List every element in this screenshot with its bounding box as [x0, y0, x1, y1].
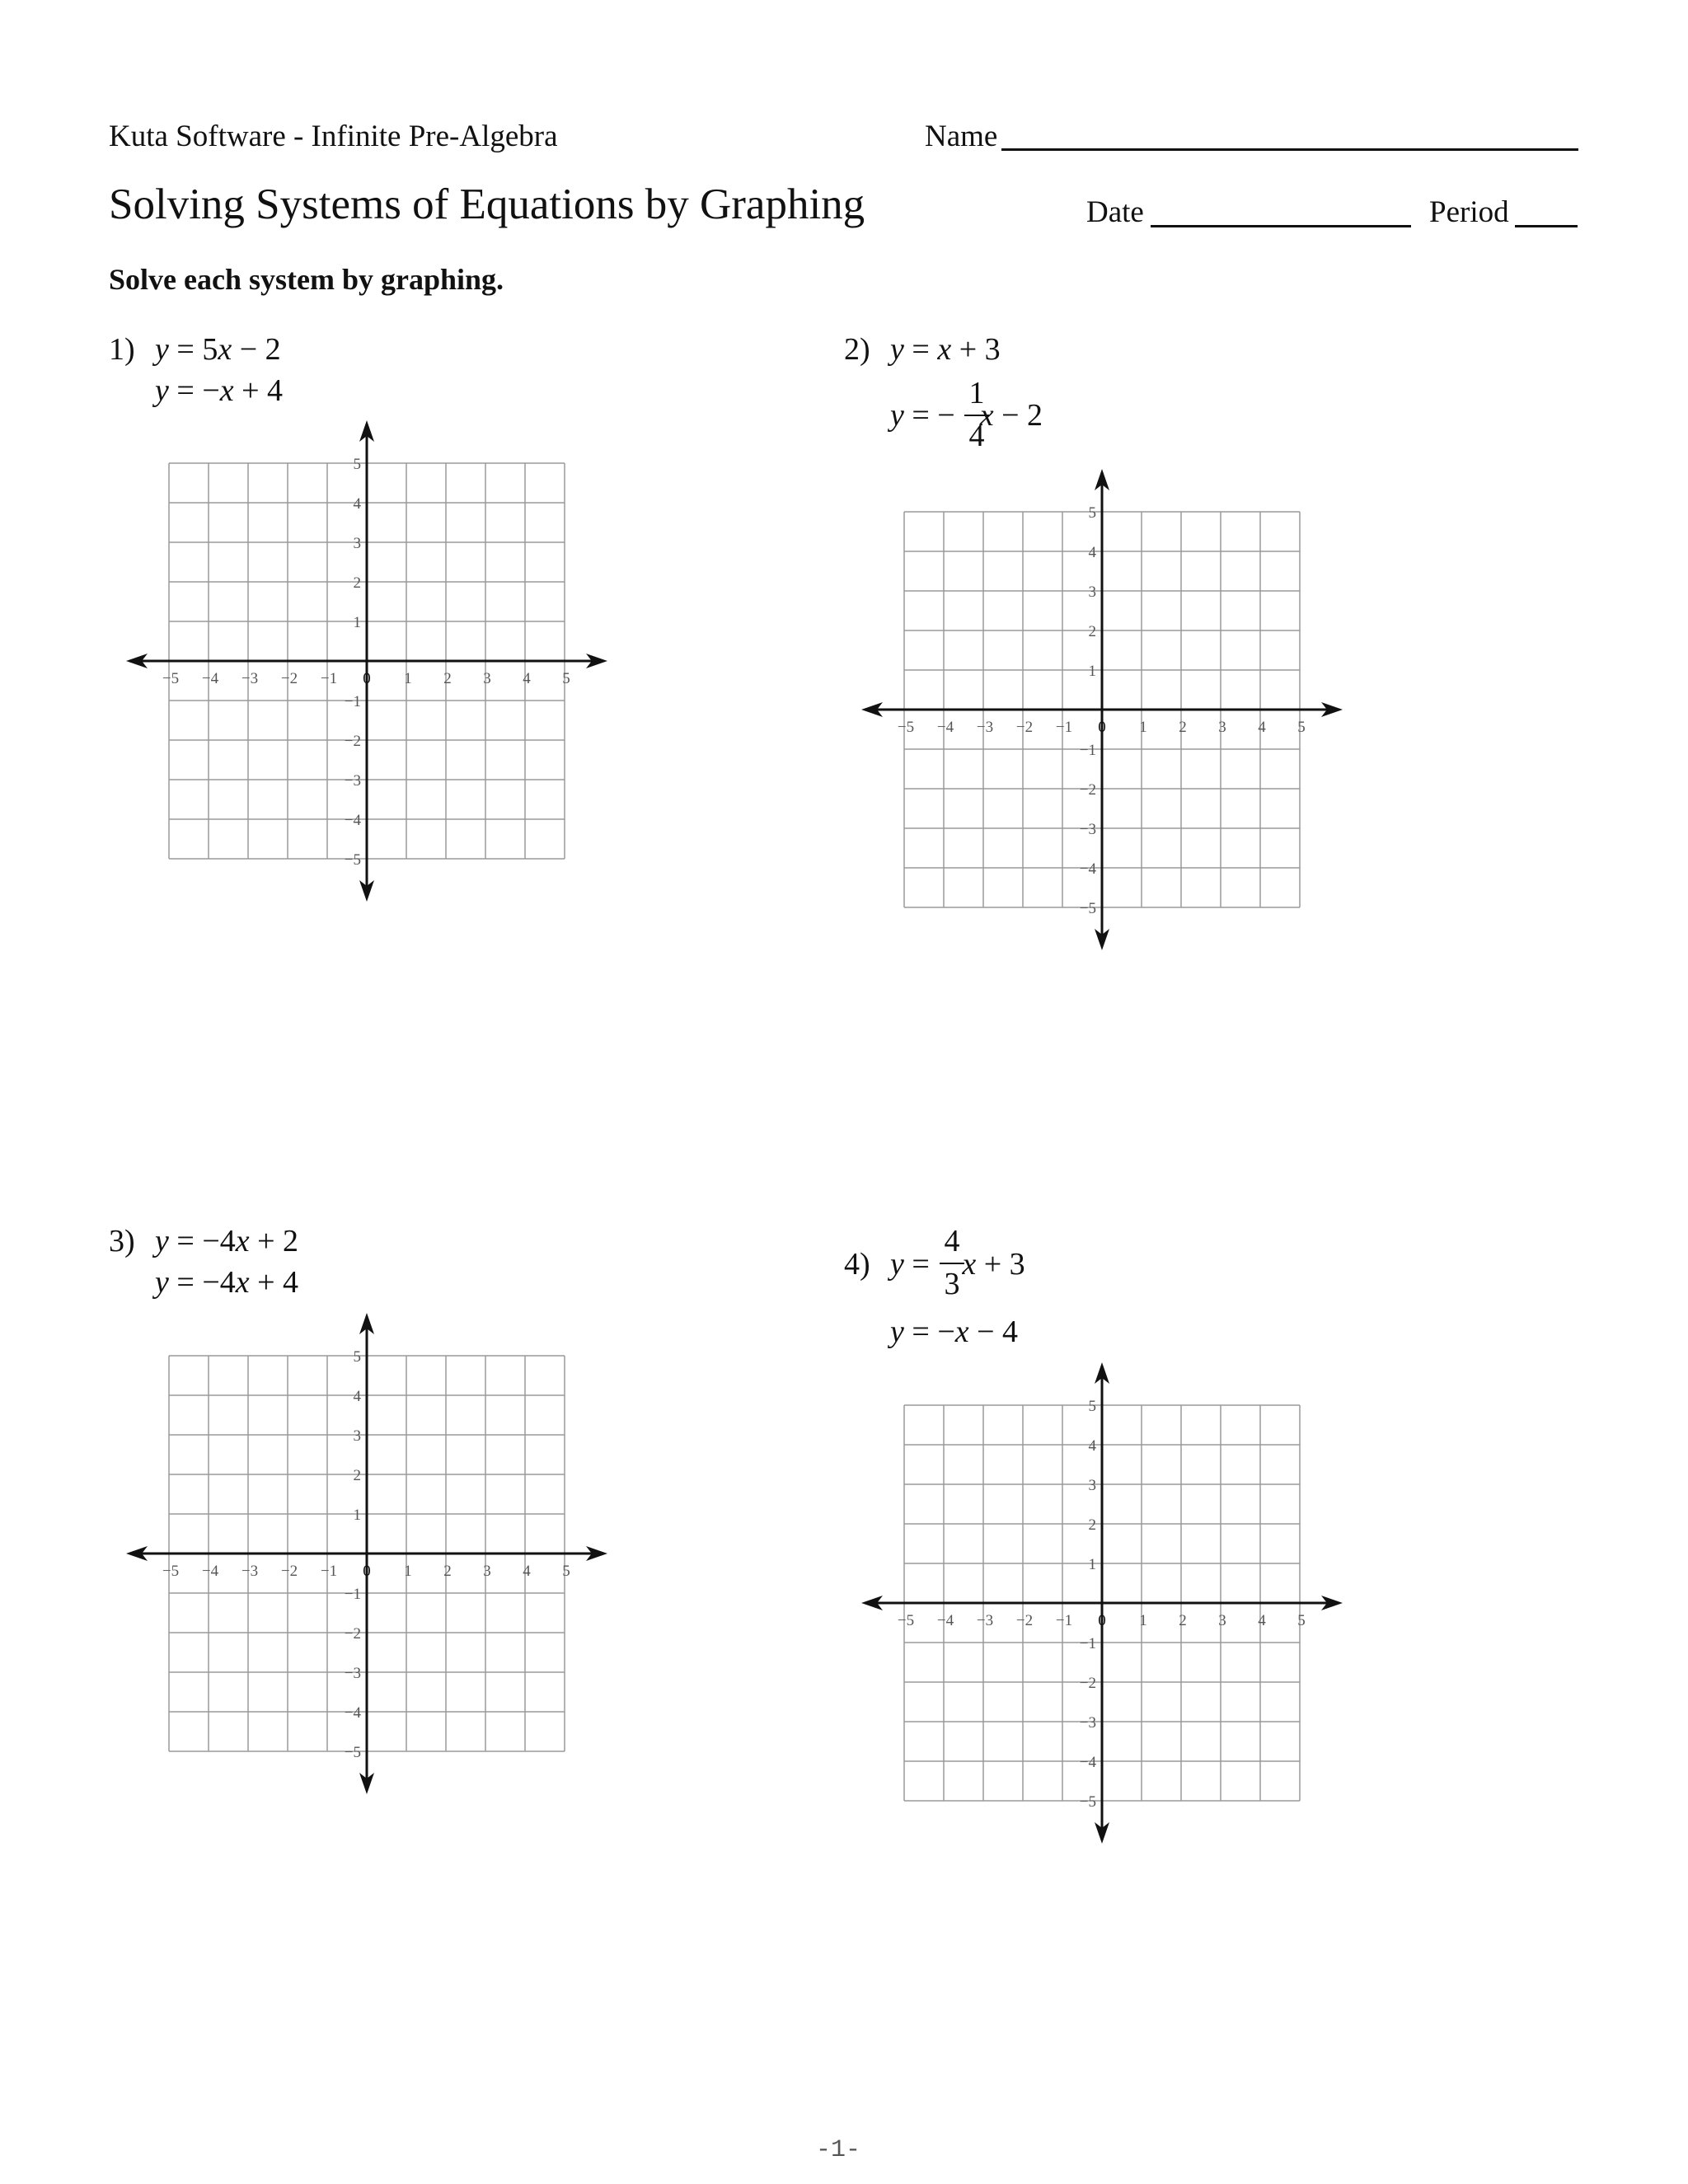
fraction-numerator: 1 [968, 376, 985, 410]
y-tick-label: 5 [353, 456, 361, 473]
equation-1: y = x + 3 [890, 1247, 1025, 1282]
y-tick-label: 5 [1088, 1398, 1096, 1415]
fraction-bar [964, 415, 989, 416]
x-tick-label: −3 [976, 719, 994, 736]
y-tick-label: −3 [344, 1665, 361, 1682]
fraction [940, 1223, 964, 1305]
x-tick-label: −5 [897, 1612, 915, 1629]
y-tick-label: −2 [1079, 1675, 1096, 1692]
y-tick-label: −5 [344, 1744, 361, 1761]
y-tick-label: −3 [1079, 1714, 1096, 1732]
y-tick-label: 2 [353, 1467, 361, 1484]
name-field[interactable] [1001, 148, 1578, 151]
problem-number: 2) [844, 332, 870, 367]
equation-2: y = −4x + 4 [155, 1265, 299, 1300]
y-tick-label: 1 [353, 1507, 361, 1524]
y-tick-label: −4 [1079, 860, 1096, 878]
x-tick-label: 0 [1098, 1612, 1106, 1629]
x-tick-label: 2 [1179, 1612, 1187, 1629]
x-tick-label: −4 [936, 719, 954, 736]
y-tick-label: −5 [1079, 900, 1096, 917]
x-tick-label: 3 [483, 670, 491, 687]
period-label: Period [1429, 195, 1509, 229]
x-tick-label: −4 [936, 1612, 954, 1629]
x-tick-label: −2 [280, 670, 298, 687]
fraction-numerator: 4 [944, 1224, 960, 1258]
y-tick-label: 1 [1088, 1556, 1096, 1573]
y-tick-label: 4 [353, 495, 361, 513]
y-tick-label: 5 [1088, 504, 1096, 522]
equation-2: y = − x − 2 [890, 398, 1043, 433]
x-tick-label: 0 [1098, 719, 1106, 736]
y-tick-label: −3 [1079, 821, 1096, 838]
date-field[interactable] [1151, 225, 1411, 227]
x-tick-label: 3 [1218, 1612, 1226, 1629]
y-tick-label: 2 [353, 574, 361, 592]
y-tick-label: 2 [1088, 1516, 1096, 1534]
x-tick-label: −2 [280, 1563, 298, 1580]
equation-2: y = −x − 4 [890, 1315, 1019, 1349]
x-tick-label: 5 [1297, 719, 1306, 736]
x-tick-label: 4 [523, 1563, 531, 1580]
x-tick-label: −3 [241, 670, 259, 687]
y-tick-label: −5 [344, 851, 361, 869]
y-tick-label: 1 [353, 614, 361, 631]
x-tick-label: 1 [404, 670, 412, 687]
worksheet-title: Solving Systems of Equations by Graphing [109, 180, 865, 228]
y-tick-label: 3 [1088, 1477, 1096, 1494]
x-tick-label: −5 [162, 670, 180, 687]
x-tick-label: 5 [1297, 1612, 1306, 1629]
equation-1: y = x + 3 [890, 332, 1001, 367]
x-tick-label: 2 [443, 1563, 452, 1580]
x-tick-label: −4 [201, 670, 219, 687]
x-tick-label: 0 [363, 670, 371, 687]
y-tick-label: −4 [344, 1704, 361, 1722]
date-label: Date [1086, 195, 1144, 229]
x-tick-label: 1 [404, 1563, 412, 1580]
y-tick-label: 5 [353, 1348, 361, 1366]
x-tick-label: 5 [562, 670, 570, 687]
x-tick-label: 4 [1258, 719, 1266, 736]
y-tick-label: −2 [1079, 781, 1096, 799]
y-tick-label: 3 [1088, 583, 1096, 601]
x-tick-label: −2 [1015, 719, 1034, 736]
y-tick-label: −5 [1079, 1793, 1096, 1811]
fraction [964, 375, 989, 457]
coordinate-grid-4[interactable] [846, 1347, 1357, 1858]
x-tick-label: −3 [976, 1612, 994, 1629]
page-number: -1- [816, 2136, 861, 2164]
x-tick-label: −4 [201, 1563, 219, 1580]
problem-number: 1) [109, 332, 135, 367]
x-tick-label: −5 [162, 1563, 180, 1580]
x-tick-label: 1 [1139, 719, 1147, 736]
y-tick-label: −2 [344, 733, 361, 750]
x-tick-label: −2 [1015, 1612, 1034, 1629]
x-tick-label: 1 [1139, 1612, 1147, 1629]
publisher-label: Kuta Software - Infinite Pre-Algebra [109, 120, 558, 153]
equation-2: y = −x + 4 [155, 373, 284, 408]
x-tick-label: −3 [241, 1563, 259, 1580]
x-tick-label: −1 [320, 1563, 338, 1580]
y-tick-label: −1 [1079, 742, 1096, 759]
coordinate-grid-3[interactable] [111, 1298, 622, 1809]
y-tick-label: −4 [1079, 1754, 1096, 1771]
x-tick-label: −1 [320, 670, 338, 687]
x-tick-label: 5 [562, 1563, 570, 1580]
fraction-denominator: 4 [968, 419, 985, 453]
x-tick-label: 2 [443, 670, 452, 687]
y-tick-label: 1 [1088, 663, 1096, 680]
fraction-denominator: 3 [944, 1267, 960, 1301]
y-tick-label: 4 [353, 1388, 361, 1405]
y-tick-label: −3 [344, 772, 361, 790]
name-label: Name [925, 120, 998, 153]
x-tick-label: 3 [483, 1563, 491, 1580]
y-tick-label: −2 [344, 1625, 361, 1643]
x-tick-label: 4 [523, 670, 531, 687]
equation-1: y = 5x − 2 [155, 332, 281, 367]
y-tick-label: 3 [353, 535, 361, 552]
y-tick-label: 2 [1088, 623, 1096, 640]
x-tick-label: 3 [1218, 719, 1226, 736]
instructions: Solve each system by graphing. [109, 263, 504, 296]
x-tick-label: 0 [363, 1563, 371, 1580]
problem-number: 4) [844, 1247, 870, 1282]
x-tick-label: −1 [1055, 1612, 1073, 1629]
y-tick-label: −1 [344, 1586, 361, 1603]
y-tick-label: 4 [1088, 1437, 1096, 1455]
x-tick-label: 2 [1179, 719, 1187, 736]
x-tick-label: −1 [1055, 719, 1073, 736]
equation-1: y = −4x + 2 [155, 1224, 299, 1258]
x-tick-label: 4 [1258, 1612, 1266, 1629]
y-tick-label: −1 [1079, 1635, 1096, 1652]
coordinate-grid-2[interactable] [846, 454, 1357, 965]
y-tick-label: 3 [353, 1427, 361, 1445]
problem-number: 3) [109, 1224, 135, 1258]
fraction-bar [940, 1263, 964, 1264]
period-field[interactable] [1515, 225, 1578, 227]
y-tick-label: 4 [1088, 544, 1096, 561]
coordinate-grid-1[interactable] [111, 405, 622, 916]
y-tick-label: −4 [344, 812, 361, 829]
y-tick-label: −1 [344, 693, 361, 710]
x-tick-label: −5 [897, 719, 915, 736]
